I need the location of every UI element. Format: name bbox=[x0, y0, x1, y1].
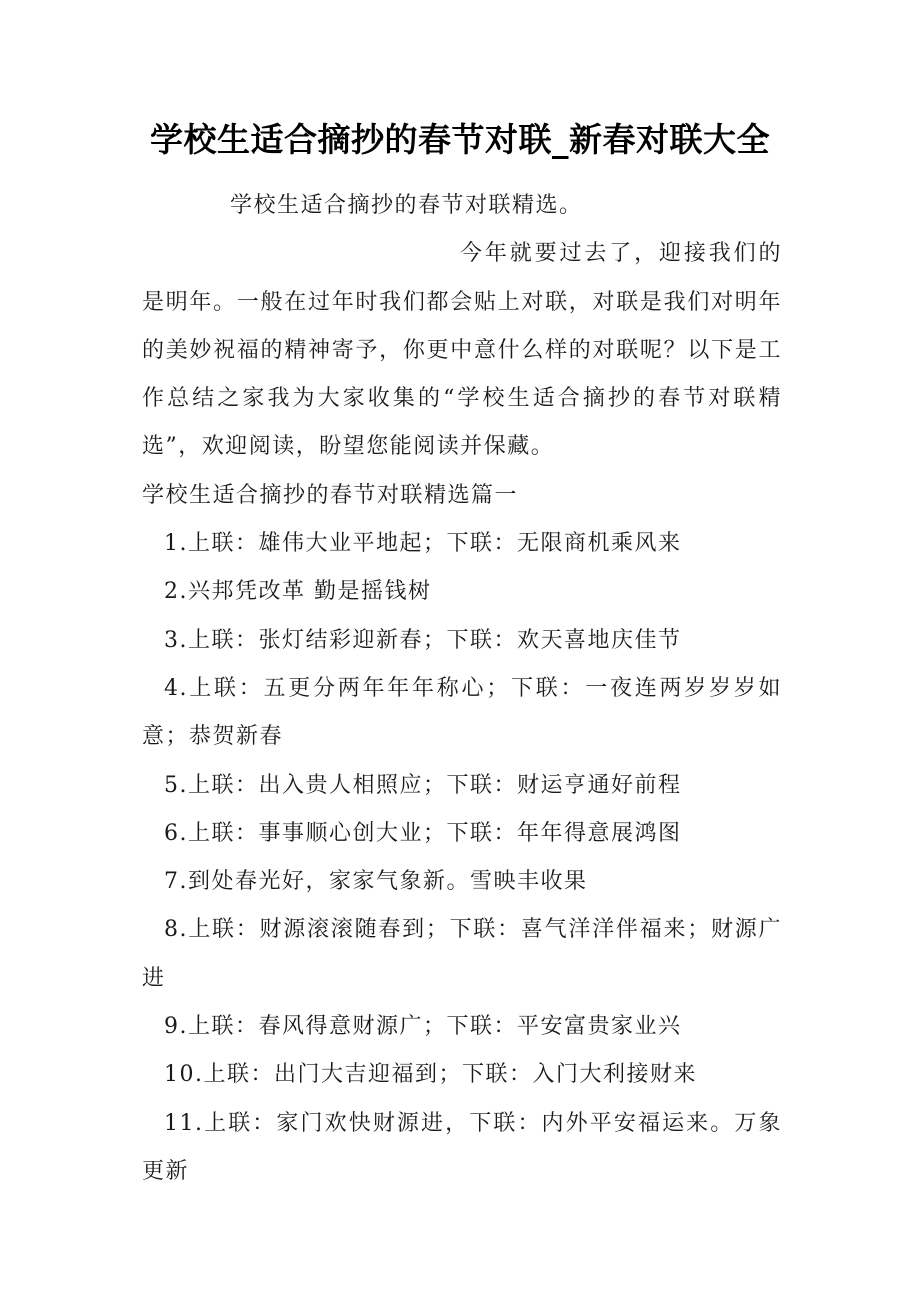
document-body bbox=[142, 182, 782, 1196]
document-title: 学校生适合摘抄的春节对联_新春对联大全 bbox=[150, 120, 770, 159]
couplet-item-6: 6.上联：事事顺心创大业；下联：年年得意展鸿图 bbox=[164, 820, 682, 846]
couplet-item-2: 2.兴邦凭改革 勤是摇钱树 bbox=[164, 579, 432, 605]
couplet-item-1: 1.上联：雄伟大业平地起；下联：无限商机乘风来 bbox=[164, 531, 682, 557]
couplet-item-7: 7.到处春光好，家家气象新。雪映丰收果 bbox=[164, 869, 588, 895]
couplet-item-11: 11.上联：家门欢快财源进，下联：内外平安福运来。万象更新 bbox=[142, 1110, 782, 1184]
couplet-item-5: 5.上联：出入贵人相照应；下联：财运亨通好前程 bbox=[164, 772, 682, 798]
couplet-item-4: 4.上联：五更分两年年年称心；下联：一夜连两岁岁岁如意；恭贺新春 bbox=[142, 675, 782, 750]
couplet-item-10: 10.上联：出门大吉迎福到；下联：入门大利接财来 bbox=[164, 1062, 697, 1088]
couplet-item-9: 9.上联：春风得意财源广；下联：平安富贵家业兴 bbox=[164, 1014, 682, 1040]
couplet-item-8: 8.上联：财源滚滚随春到；下联：喜气洋洋伴福来；财源广进 bbox=[142, 917, 782, 991]
couplet-item-3: 3.上联：张灯结彩迎新春；下联：欢天喜地庆佳节 bbox=[164, 627, 682, 653]
document-subtitle: 学校生适合摘抄的春节对联精选。 bbox=[230, 193, 583, 218]
intro-paragraph: 今年就要过去了，迎接我们的是明年。一般在过年时我们都会贴上对联，对联是我们对明年的美妙祝福的精神寄予，你更中意什么样的对联呢？以下是工作总结之家我为大家收集的“学校生适合摘抄的春节对联精选”，欢迎阅读，盼望您能阅读并保藏。 bbox=[142, 241, 782, 460]
section-heading: 学校生适合摘抄的春节对联精选篇一 bbox=[142, 482, 519, 508]
